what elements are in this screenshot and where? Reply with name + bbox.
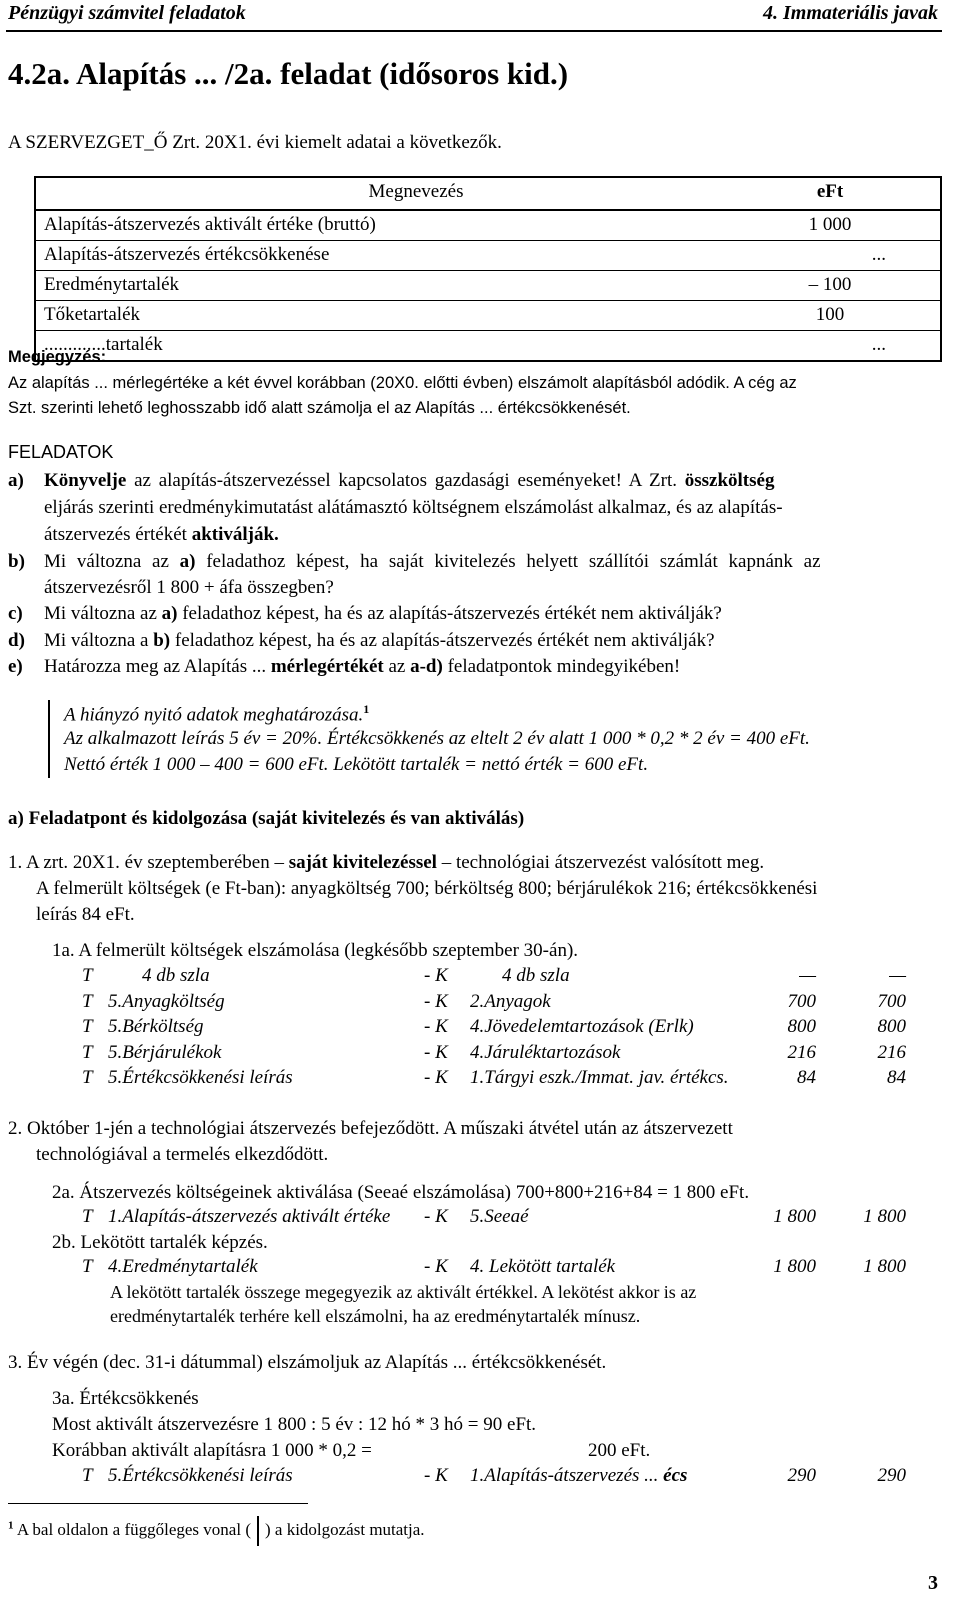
table-header-row (36, 178, 940, 211)
journal-entry-amount-1: 700 (787, 990, 816, 1012)
journal-entry-amount-1: 800 (787, 1016, 816, 1037)
table-cell-value: ... (871, 334, 886, 355)
opening-line-3: Nettó érték 1 000 – 400 = 600 eFt. Lekötött tartalék = nettó érték = 600 eFt. (64, 754, 649, 775)
task-d-text: Mi változna a b) feladathoz képest, ha és az alapítás-átszervezés értékét nem aktiválják? (44, 630, 715, 651)
table-row (36, 331, 940, 360)
journal-entry-t: T (82, 1465, 93, 1486)
table-row (36, 301, 940, 331)
task-c-text: Mi változna az a) feladathoz képest, ha és az alapítás-átszervezés értékét nem aktiválják? (44, 603, 722, 624)
footnote: $^1$ A bal oldalon a függőleges vonal ( ) a kidolgozást mutatja. (8, 1516, 425, 1546)
journal-entry-debit: 4.Eredménytartalék (108, 1256, 258, 1277)
journal-entry-debit: 5.Értékcsökkenési leírás (108, 1465, 293, 1486)
task-a-line-3: átszervezés értékét aktiválják. (44, 524, 279, 545)
task-e-text: Határozza meg az Alapítás ... mérlegértékét az a-d) feladatpontok mindegyikében! (44, 656, 681, 677)
journal-entry-k: - K (424, 965, 448, 986)
header-divider (6, 30, 942, 32)
journal-entry-credit: 2.Anyagok (470, 990, 551, 1012)
journal-entry-amount-2: 800 (877, 1016, 906, 1037)
table-cell-name: Alapítás-átszervezés értékcsökkenése (44, 244, 330, 265)
journal-entry-t: T (82, 1206, 93, 1227)
note-label: Megjegyzés: (8, 348, 107, 366)
journal-entry-k: - K (424, 1067, 448, 1088)
table-cell-name: Eredménytartalék (44, 274, 180, 295)
footnote-indicator-line (257, 1516, 259, 1546)
journal-entry-amount-1: 1 800 (773, 1256, 816, 1277)
step-2-note-line-2: eredménytartalék terhére kell elszámolni, ha az eredménytartalék mínusz. (110, 1306, 641, 1326)
journal-entry-k: - K (424, 1041, 448, 1063)
task-e-label: e) (8, 656, 23, 677)
task-a-line-1: Könyvelje az alapítás-átszervezéssel kapcsolatos gazdasági eseményeket! A Zrt. összköltség (44, 470, 775, 491)
journal-entry-debit: 5.Bérjárulékok (108, 1041, 222, 1063)
journal-entry-amount-1: 84 (797, 1067, 816, 1088)
step-2-note-line-1: A lekötött tartalék összege megegyezik az aktivált értékkel. A lekötést akkor is az (110, 1282, 697, 1302)
table-cell-value: ... (871, 244, 886, 265)
table-row (36, 211, 940, 241)
journal-entry-t: T (82, 1016, 93, 1037)
table-cell-value: 100 (815, 304, 845, 325)
journal-entry-credit: 1.Tárgyi eszk./Immat. jav. értékcs. (470, 1067, 729, 1088)
working-indicator-line (48, 700, 50, 778)
step-2b-heading: 2b. Lekötött tartalék képzés. (52, 1232, 268, 1253)
journal-entry-debit: 5.Értékcsökkenési leírás (108, 1067, 293, 1088)
step-1a-heading: 1a. A felmerült költségek elszámolása (legkésőbb szeptember 30-án). (52, 940, 579, 961)
table-row (36, 271, 940, 301)
journal-entry-credit: 4. Lekötött tartalék (470, 1256, 616, 1277)
section-a-heading: a) Feladatpont és kidolgozása (saját kivitelezés és van aktiválás) (8, 808, 525, 829)
journal-entry-amount-1: 216 (787, 1041, 816, 1063)
table-row (36, 241, 940, 271)
journal-entry-amount-2: 1 800 (863, 1256, 906, 1277)
header-left-title: Pénzügyi számvitel feladatok (8, 2, 246, 24)
journal-entry-amount-2: — (889, 965, 906, 986)
note-line-1: Az alapítás ... mérlegértéke a két évvel korábban (20X0. előtti évben) elszámolt alapításból adódik. A cég az (8, 374, 797, 392)
opening-line-1: A hiányzó nyitó adatok meghatározása.$^1$ (64, 702, 370, 726)
journal-entry-k: - K (424, 1465, 448, 1486)
journal-entry-amount-1: 290 (787, 1465, 816, 1486)
task-b-line-1: Mi változna az a) feladathoz képest, ha saját kivitelezés helyett szállítói számlát kapnánk az (44, 551, 821, 572)
journal-entry-t: T (82, 1067, 93, 1088)
table-cell-value: – 100 (808, 274, 852, 295)
table-header-value: eFt (816, 181, 844, 202)
journal-entry-amount-2: 216 (877, 1041, 906, 1063)
opening-line-2: Az alkalmazott leírás 5 év = 20%. Értékcsökkenés az eltelt 2 év alatt 1 000 * 0,2 * 2 év = 400 eFt. (64, 728, 810, 749)
journal-entry-credit: 4.Járuléktartozások (470, 1041, 621, 1063)
table-cell-name: Tőketartalék (44, 304, 141, 325)
task-d-label: d) (8, 630, 25, 651)
journal-entry-credit: 1.Alapítás-átszervezés ... écs (470, 1465, 688, 1486)
task-a-line-2: eljárás szerinti eredménykimutatást alátámasztó költségnem elszámolást alkalmaz, és az alapítás- (44, 497, 783, 518)
table-cell-name: .............tartalék (44, 334, 163, 355)
task-b-label: b) (8, 551, 25, 572)
step-3a-row-2-label: Korábban aktivált alapításra 1 000 * 0,2 = (52, 1440, 372, 1461)
page-title: 4.2a. Alapítás ... /2a. feladat (idősoros kid.) (8, 56, 569, 91)
journal-entry-k: - K (424, 1206, 448, 1227)
tasks-heading: FELADATOK (8, 442, 114, 462)
data-table (34, 176, 942, 362)
header-right-title: 4. Immateriális javak (763, 2, 938, 24)
step-1-line-1: 1. A zrt. 20X1. év szeptemberében – saját kivitelezéssel – technológiai átszervezést valósított meg. (8, 852, 765, 873)
step-3a-heading: 3a. Értékcsökkenés (52, 1388, 199, 1409)
step-3a-row-1: Most aktivált átszervezésre 1 800 : 5 év : 12 hó * 3 hó = 90 eFt. (52, 1414, 537, 1435)
journal-entry-amount-2: 84 (887, 1067, 906, 1088)
journal-entry-debit: 5.Anyagköltség (108, 990, 225, 1012)
table-cell-value: 1 000 (808, 214, 852, 235)
journal-entry-t: T (82, 1041, 93, 1063)
page-number: 3 (928, 1572, 938, 1594)
intro-text: A SZERVEZGET_Ő Zrt. 20X1. évi kiemelt adatai a következők. (8, 132, 502, 153)
journal-entry-k: - K (424, 1256, 448, 1277)
journal-entry-amount-2: 700 (877, 990, 906, 1012)
journal-entry-k: - K (424, 1016, 448, 1037)
journal-entry-debit: 4 db szla (142, 965, 210, 986)
journal-entry-t: T (82, 965, 93, 986)
journal-entry-debit: 5.Bérköltség (108, 1016, 204, 1037)
journal-entry-t: T (82, 1256, 93, 1277)
journal-entry-credit: 4.Jövedelemtartozások (Erlk) (470, 1016, 694, 1037)
step-1-line-2: A felmerült költségek (e Ft-ban): anyagköltség 700; bérköltség 800; bérjárulékok 216; értékcsökkenési (36, 878, 818, 899)
journal-entry-t: T (82, 990, 93, 1012)
journal-entry-credit: 4 db szla (502, 965, 570, 986)
journal-entry-debit: 1.Alapítás-átszervezés aktivált értéke (108, 1206, 391, 1227)
journal-entry-credit: 5.Seeaé (470, 1206, 529, 1227)
journal-entry-amount-1: — (799, 965, 816, 986)
footnote-rule (8, 1503, 308, 1504)
journal-entry-amount-2: 1 800 (863, 1206, 906, 1227)
step-1-line-3: leírás 84 eFt. (36, 904, 135, 925)
step-3-line-1: 3. Év végén (dec. 31-i dátummal) elszámoljuk az Alapítás ... értékcsökkenését. (8, 1352, 607, 1373)
table-header-name: Megnevezés (368, 181, 464, 202)
step-2-line-2: technológiával a termelés elkezdődött. (36, 1144, 329, 1165)
task-b-line-2: átszervezésről 1 800 + áfa összegben? (44, 577, 334, 598)
step-3a-row-2-value: 200 eFt. (588, 1440, 651, 1461)
journal-entry-k: - K (424, 990, 448, 1012)
note-line-2: Szt. szerinti lehető leghosszabb idő alatt számolja el az Alapítás ... értékcsökkenését. (8, 399, 631, 417)
step-2-line-1: 2. Október 1-jén a technológiai átszervezés befejeződött. A műszaki átvétel után az átszervezett (8, 1118, 733, 1139)
step-2a-heading: 2a. Átszervezés költségeinek aktiválása (Seeaé elszámolása) 700+800+216+84 = 1 800 eFt. (52, 1182, 750, 1203)
task-a-label: a) (8, 470, 24, 491)
journal-entry-amount-1: 1 800 (773, 1206, 816, 1227)
task-c-label: c) (8, 603, 23, 624)
journal-entry-amount-2: 290 (877, 1465, 906, 1486)
table-cell-name: Alapítás-átszervezés aktivált értéke (bruttó) (44, 214, 376, 235)
